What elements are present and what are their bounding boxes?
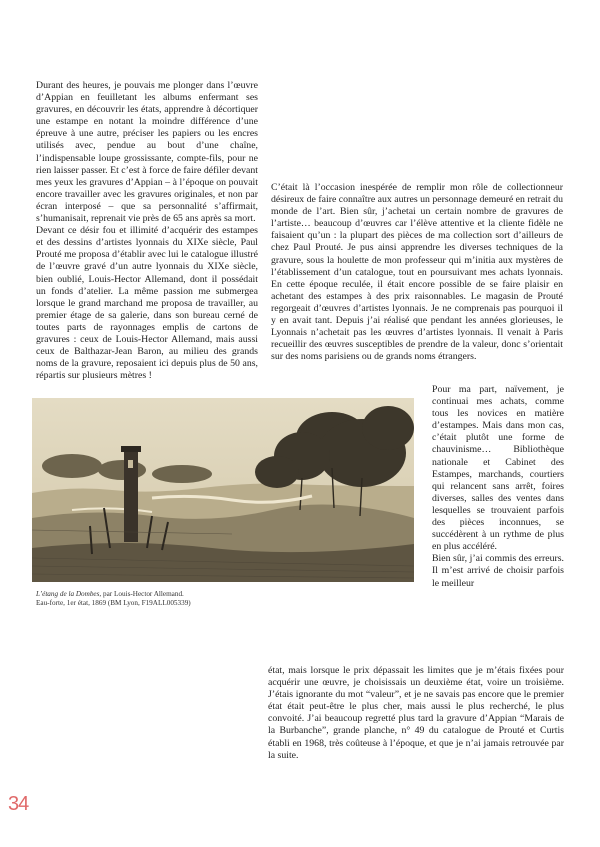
left-text-column: [36, 80, 258, 382]
paragraph-appian: Durant des heures, je pouvais me plonger dans l’œuvre d’Appian en feuilletant les albums enfermant ses gravures, en découvrir les états, apprendre à décortiquer une estampe en notant la moindre différence d’une épreuve à une autre, préciser les papiers ou les encres utilisés avec, pendue au bout d’une chaîne, l’indispensable loupe grossissante, compte-fils, pour ne rien laisser passer. Et c’est à force de faire défiler devant mes yeux les gravures d’Appian – à l’époque on pouvait encore travailler avec les gravures originales, et non par écran interposé – que sa personnalité s’affirmait, s’humanisait, reprenait vie près de 65 ans après sa mort.: [36, 80, 258, 225]
paragraph-chauvinism: Pour ma part, naïvement, je continuai mes achats, comme tous les novices en matière d’estampes. Mais dans mon cas, c’était plutôt une forme de chauvinisme… Bibliothèque nationale et Cabinet des Estampes, marchands, courtiers qui relancent sans arrêt, foires diverses, salles des ventes dans lesquelles se trouvaient parfois des pièces inconnues, se succédèrent à un rythme de plus en plus accéléré.: [432, 384, 564, 553]
bottom-text-column: [268, 665, 564, 762]
figure-caption: [36, 590, 276, 608]
caption-author: , par Louis-Hector Allemand.: [99, 590, 184, 598]
paragraph-collector: C’était là l’occasion inespérée de remplir mon rôle de collectionneur désireux de faire connaître aux autres un personnage demeuré en retrait du monde de l’art. Bien sûr, j’achetai un certain nombre de gravures de l’artiste… beaucoup d’œuvres car l’élève attentive et la cliente fidèle ne faisaient qu’un : la plupart des pièces de ma collection sort d’ailleurs de chez Paul Prouté. Je pus ainsi apprendre les diverses techniques de la gravure, sous la houlette de mon professeur qui m’initia aux mystères de l’établissement d’un catalogue, tout en poursuivant mes achats lyonnais. En cette époque reculée, il était encore possible de se faire plaisir en achetant des estampes à des prix raisonnables. Le magasin de Prouté regorgeait d’œuvres d’artistes lyonnais. Je ne comprenais pas pourquoi il y en avait tant. Depuis j’ai réalisé que pendant les années glorieuses, le Lyonnais n’achetait pas les œuvres d’artistes lyonnais. Il venait à Paris recueillir des œuvres susceptibles de prendre de la valeur, donc s’orientait sur des noms parisiens ou de grands noms étrangers.: [271, 182, 563, 363]
page-number: 34: [8, 793, 29, 815]
etching-landscape-image: [32, 398, 414, 582]
paragraph-errors: Bien sûr, j’ai commis des erreurs. Il m’est arrivé de choisir parfois le meilleur: [432, 553, 564, 589]
etching-illustration: [32, 398, 414, 582]
caption-line-1: [36, 590, 276, 599]
right-text-column: [271, 182, 563, 363]
paragraph-states: état, mais lorsque le prix dépassait les limites que je m’étais fixées pour acquérir une œuvre, je choisissais un deuxième état, voire un troisième. J’étais ignorante du mot “valeur”, et je ne savais pas encore que le premier état était peut-être le plus cher, mais aussi le plus recherché, le plus convoité. J’ai beaucoup regretté plus tard la gravure d’Appian “Marais de la Burbanche”, grande planche, n° 49 du catalogue de Prouté et Curtis établi en 1968, très coûteuse à l’époque, et que je n’ai jamais retrouvée par la suite.: [268, 665, 564, 761]
narrow-text-column: [432, 384, 564, 590]
caption-title: L’étang de la Dombes: [36, 590, 100, 598]
paragraph-catalogue: Devant ce désir fou et illimité d’acquérir des estampes et des dessins d’artistes lyonnais du XIXe siècle, Paul Prouté me proposa d’établir avec lui le catalogue illustré de l’œuvre gravé d’un autre lyonnais du XIXe siècle, bien oublié, Louis-Hector Allemand, dont il possédait un fonds d’atelier. La même passion me submergea lorsque le grand marchand me proposa de travailler, au premier étage de sa galerie, dans son bureau cerné de toutes parts de rayonnages emplis de cartons de gravures : ceux de Louis-Hector Allemand, mais aussi ceux de Balthazar-Jean Baron, au milieu des grands noms de la gravure, reposaient ici depuis plus de 50 ans, répartis sur plusieurs mètres !: [36, 225, 258, 382]
caption-line-2: Eau-forte, 1er état, 1869 (BM Lyon, F19ALL005339): [36, 599, 191, 607]
